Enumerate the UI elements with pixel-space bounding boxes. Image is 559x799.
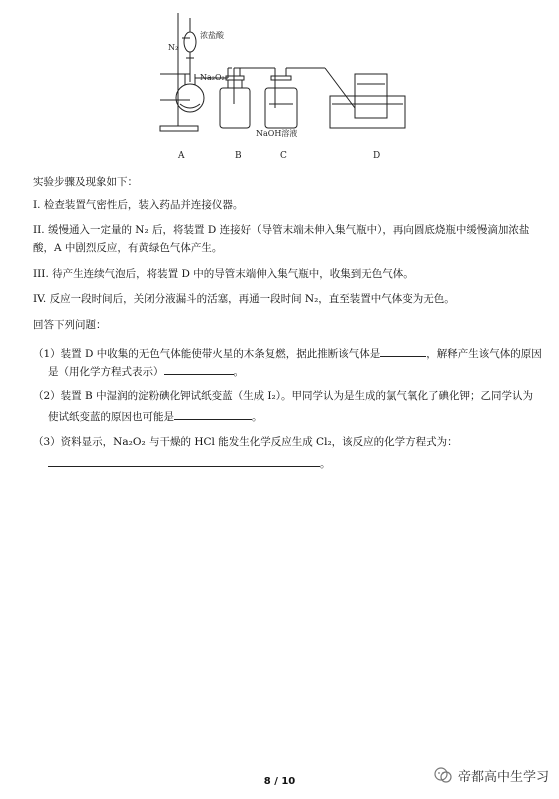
question-1-line-1	[33, 344, 542, 362]
step-1: I. 检查装置气密性后，装入药品并连接仪器。	[33, 199, 244, 211]
question-3-period: 。	[320, 458, 331, 470]
question-3-line-2	[48, 454, 331, 472]
question-2-line-2	[48, 407, 263, 425]
label-a: A	[178, 151, 185, 161]
label-na2o2: Na₂O₂	[200, 73, 225, 82]
question-1-text: （1）装置 D 中收集的无色气体能使带火星的木条复燃，据此推断该气体是	[33, 348, 381, 360]
answer-blank-1b[interactable]	[164, 362, 234, 375]
watermark	[432, 764, 549, 786]
label-d: D	[373, 151, 381, 161]
label-naoh: NaOH溶液	[256, 129, 298, 138]
question-3-line-1: （3）资料显示，Na₂O₂ 与干燥的 HCl 能发生化学反应生成 Cl₂，该反应的化学方程式为：	[33, 436, 458, 448]
question-2-period: 。	[252, 411, 263, 423]
question-1-text-end: ，解释产生该气体的原因	[426, 348, 542, 360]
answer-blank-2[interactable]	[174, 407, 252, 420]
label-b: B	[235, 151, 242, 161]
question-2-text-2: 使试纸变蓝的原因也可能是	[48, 411, 174, 423]
question-2-line-1: （2）装置 B 中湿润的淀粉碘化钾试纸变蓝（生成 I₂）。甲同学认为是生成的氯气氧化了碘化钾；乙同学认为	[33, 390, 534, 402]
step-3: III. 待产生连续气泡后，将装置 D 中的导管末端伸入集气瓶中，收集到无色气体。	[33, 268, 414, 280]
step-4: IV. 反应一段时间后，关闭分液漏斗的活塞，再通一段时间 N₂，直至装置中气体变为无色。	[33, 293, 455, 305]
intro-text: 实验步骤及现象如下：	[33, 176, 138, 188]
step-2-line-1: II. 缓慢通入一定量的 N₂ 后，将装置 D 连接好（导管末端未伸入集气瓶中），再向圆底烧瓶中缓慢滴加浓盐	[33, 224, 530, 236]
question-1-line-2	[48, 362, 244, 380]
question-1-period: 。	[233, 366, 244, 378]
label-n2: N₂	[168, 43, 179, 52]
page-number: 8 / 10	[263, 776, 296, 787]
apparatus-diagram	[150, 8, 420, 163]
label-c: C	[280, 151, 287, 161]
step-2-line-2: 酸，A 中剧烈反应，有黄绿色气体产生。	[33, 242, 223, 254]
answer-blank-1a[interactable]	[380, 344, 426, 357]
wechat-icon	[432, 764, 454, 786]
watermark-text: 帝都高中生学习	[457, 769, 549, 785]
label-hcl: 浓盐酸	[200, 31, 224, 40]
prompt-text: 回答下列问题：	[33, 319, 107, 331]
question-1-text-2: 是（用化学方程式表示）	[48, 366, 164, 378]
answer-blank-3[interactable]	[48, 454, 320, 467]
